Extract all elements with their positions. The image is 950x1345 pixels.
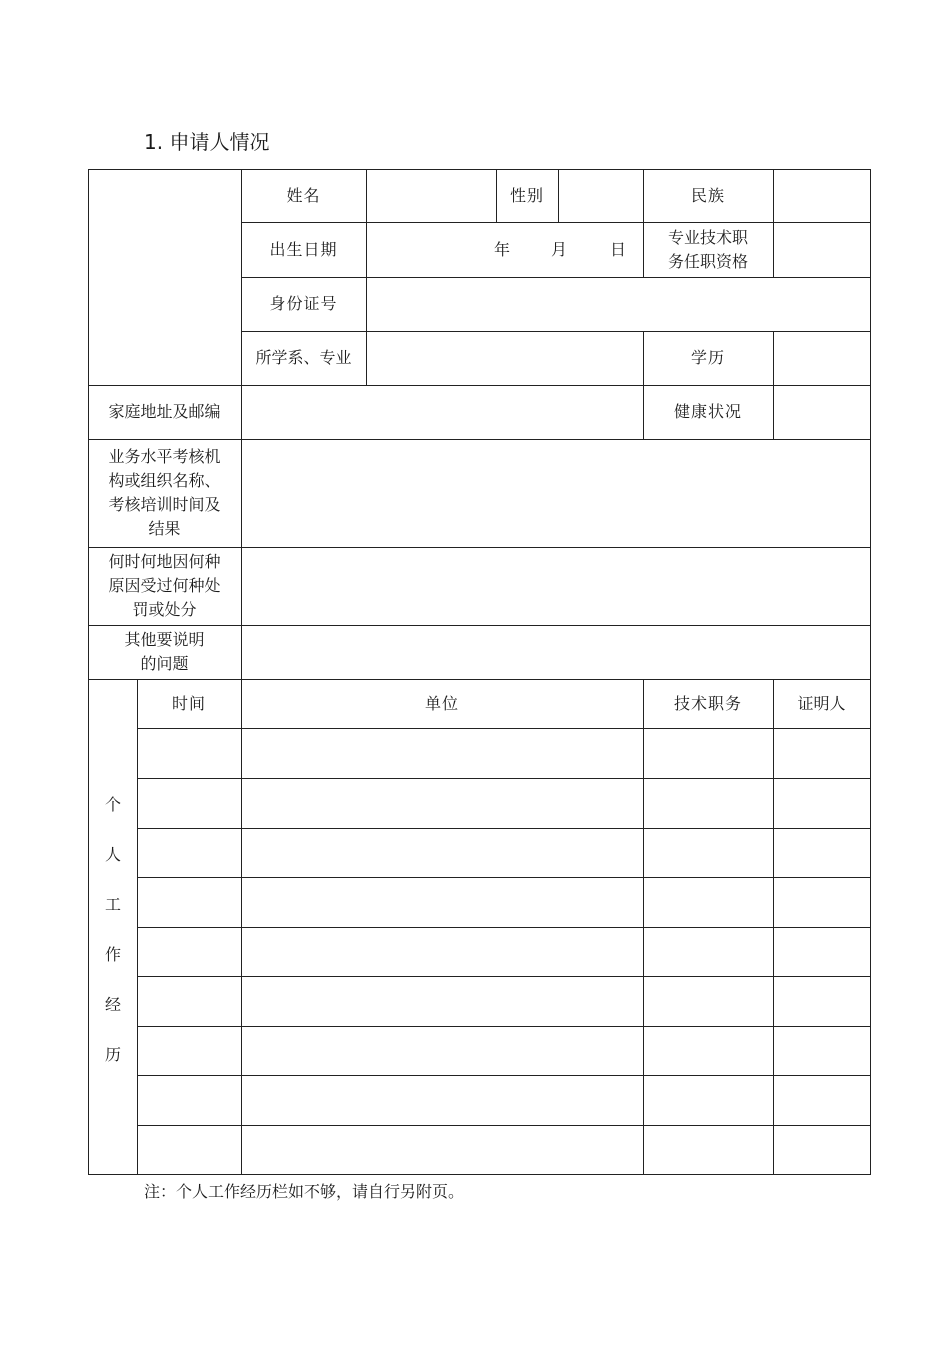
health-field[interactable] [774,386,870,439]
year-label: 年 [494,240,511,259]
health-label: 健康状况 [673,402,742,421]
work-witness-cell[interactable] [774,878,870,927]
work-time-cell[interactable] [138,779,241,828]
assessment-line1: 业务水平考核机 [108,447,221,466]
birth-date-label: 出生日期 [269,239,338,259]
side-char: 经 [104,995,121,1014]
work-time-cell[interactable] [138,1076,241,1125]
other-line1: 其他要说明 [124,630,205,649]
work-unit-cell[interactable] [242,1027,643,1075]
work-unit-cell[interactable] [242,829,643,877]
address-field[interactable] [242,386,643,439]
work-position-cell[interactable] [644,1126,773,1174]
other-notes-field[interactable] [242,626,870,679]
col-header-unit: 单位 [424,693,459,713]
id-number-field[interactable] [367,278,870,331]
work-witness-cell[interactable] [774,977,870,1026]
professional-title-label [643,222,773,277]
other-line2: 的问题 [140,654,189,673]
ethnicity-field[interactable] [774,170,870,222]
work-position-cell[interactable] [644,729,773,778]
ethnicity-label: 民族 [690,186,725,205]
work-time-cell[interactable] [138,1126,241,1174]
penalty-label [88,547,241,625]
work-unit-cell[interactable] [242,878,643,927]
work-unit-cell[interactable] [242,729,643,778]
education-label: 学历 [690,348,725,367]
work-time-cell[interactable] [138,878,241,927]
assessment-line4: 结果 [148,519,181,538]
penalty-field[interactable] [242,548,870,625]
col-header-witness: 证明人 [797,693,846,713]
side-char: 历 [104,1045,121,1064]
work-position-cell[interactable] [644,1027,773,1075]
side-char: 工 [104,895,121,914]
assessment-label [88,439,241,547]
work-unit-cell[interactable] [242,1126,643,1174]
address-label: 家庭地址及邮编 [108,402,221,421]
work-time-cell[interactable] [138,928,241,976]
work-witness-cell[interactable] [774,1076,870,1125]
professional-title-field[interactable] [774,223,870,277]
work-witness-cell[interactable] [774,729,870,778]
col-header-time: 时间 [171,693,206,713]
other-notes-label [88,625,241,679]
gender-label: 性别 [509,186,544,205]
work-history-side-label [90,780,136,1080]
work-position-cell[interactable] [644,878,773,927]
work-time-cell[interactable] [138,729,241,778]
section-title: 1. 申请人情况 [144,130,270,154]
gender-field[interactable] [559,170,643,222]
work-position-cell[interactable] [644,779,773,828]
work-unit-cell[interactable] [242,1076,643,1125]
work-witness-cell[interactable] [774,928,870,976]
side-char: 个 [104,795,121,814]
day-label: 日 [610,240,627,259]
name-field[interactable] [367,170,496,222]
assessment-field[interactable] [242,440,870,547]
id-number-label: 身份证号 [269,294,338,313]
professional-title-line2: 务任职资格 [667,251,748,271]
photo-area[interactable] [89,170,241,385]
work-witness-cell[interactable] [774,1126,870,1174]
major-label: 所学系、专业 [255,348,352,367]
work-witness-cell[interactable] [774,829,870,877]
work-position-cell[interactable] [644,1076,773,1125]
work-witness-cell[interactable] [774,779,870,828]
month-label: 月 [551,240,568,259]
work-time-cell[interactable] [138,829,241,877]
penalty-line1: 何时何地因何种 [108,552,221,571]
professional-title-line1: 专业技术职 [667,227,748,247]
work-position-cell[interactable] [644,829,773,877]
work-unit-cell[interactable] [242,928,643,976]
name-label: 姓名 [286,186,321,205]
assessment-line3: 考核培训时间及 [108,495,221,514]
penalty-line3: 罚或处分 [132,600,197,619]
major-field[interactable] [367,332,643,385]
work-unit-cell[interactable] [242,977,643,1026]
side-char: 作 [104,945,121,964]
penalty-line2: 原因受过何种处 [108,576,221,595]
footer-note: 注：个人工作经历栏如不够，请自行另附页。 [144,1182,465,1201]
work-position-cell[interactable] [644,977,773,1026]
work-witness-cell[interactable] [774,1027,870,1075]
work-position-cell[interactable] [644,928,773,976]
side-char: 人 [104,845,121,864]
assessment-line2: 构或组织名称、 [108,471,221,490]
col-header-position: 技术职务 [673,693,742,713]
work-time-cell[interactable] [138,977,241,1026]
work-unit-cell[interactable] [242,779,643,828]
education-field[interactable] [774,332,870,385]
work-time-cell[interactable] [138,1027,241,1075]
